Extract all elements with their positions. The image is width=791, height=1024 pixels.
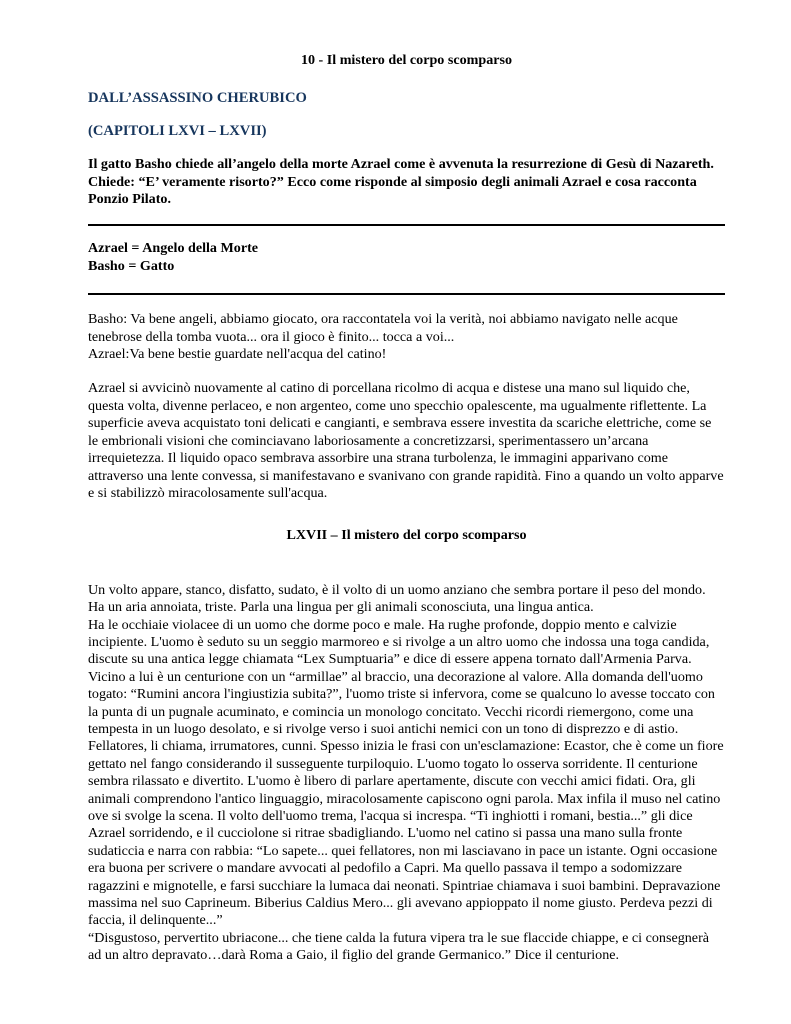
body-line: Un volto appare, stanco, disfatto, sudato, è il volto di un uomo anziano che sembra portare il peso del mondo. Ha un aria annoiata, triste. Parla una lingua per gli animali sconosciuta, una lingua antica. [88,581,706,616]
chapter-body [88,582,725,965]
dialog-line-basho: Basho: Va bene angeli, abbiamo giocato, ora raccontatela voi la verità, noi abbiamo navigato nelle acque tenebrose della tomba vuota... ora il gioco è finito... tocca a voi... [88,311,678,345]
divider-top [88,224,725,226]
dialog-line-azrael: Azrael:Va bene bestie guardate nell'acqua del catino! [88,346,387,363]
dialog-block [88,311,725,363]
chapters-heading: (CAPITOLI LXVI – LXVII) [88,122,267,139]
book-heading: DALL’ASSASSINO CHERUBICO [88,90,307,107]
document-page [88,52,725,965]
body-line: “Disgustoso, pervertito ubriacone... che tiene calda la futura vipera tra le sue flaccide chiappe, e ci consegnerà ad un altro depravato…darà Roma a Gaio, il figlio del grande Germanico.” Dice il centurione. [88,929,710,964]
cast-item-basho: Basho = Gatto [88,257,175,274]
divider-bottom [88,293,725,295]
cast-item-azrael: Azrael = Angelo della Morte [88,240,259,257]
narrative-paragraph: Azrael si avvicinò nuovamente al catino di porcellana ricolmo di acqua e distese una mano sul liquido che, questa volta, divenne perlaceo, e non argenteo, come uno specchio opalescente, ma ugualmente riflettente. La superficie aveva acquistato toni delicati e cangianti, e sembrava essere investita da scariche elettriche, come se le embrionali visioni che cominciavano laboriosamente a concretizzarsi, sperimentassero un’arcana irrequietezza. Il liquido opaco sembrava assorbire una strana turbolenza, le immagini apparivano come attraverso una lente convessa, si manifestavano e svanivano con grande rapidità. Fino a quando un volto apparve e si stabilizzò miracolosamente sull'acqua. [88,380,724,501]
document-title: 10 - Il mistero del corpo scomparso [300,52,513,68]
chapter-subheading: LXVII – Il mistero del corpo scomparso [286,527,527,544]
intro-paragraph: Il gatto Basho chiede all’angelo della morte Azrael come è avvenuta la resurrezione di Gesù di Nazareth. Chiede: “E’ veramente risorto?” Ecco come risponde al simposio degli animali Azrael e cosa racconta Ponzio Pilato. [88,156,714,208]
cast-list [88,240,725,275]
body-line: Ha le occhiaie violacee di un uomo che dorme poco e male. Ha rughe profonde, doppio mento e calvizie incipiente. L'uomo è seduto su un seggio marmoreo e si rivolge a un altro uomo che indossa una toga candida, discute su una antica legge chiamata “Lex Sumptuaria” e dice di essere appena tornato dall'Armenia Parva. Vicino a lui è un centurione con un “armillae” al braccio, una decorazione al valore. Alla domanda dell'uomo togato: “Rumini ancora l'ingiustizia subita?”, l'uomo triste si infervora, come se qualcuno lo avesse toccato con la punta di un pugnale acuminato, e comincia un monologo concitato. Vecchi ricordi riemergono, come una tempesta in un luogo desolato, e si rivolge verso i suoi antichi nemici con un tono di disprezzo e di astio. Fellatores, li chiama, irrumatores, cunni. Spesso inizia le frasi con un'esclamazione: Ecastor, che è come un fiore gettato nel fango considerando il susseguente turpiloquio. L'uomo togato lo osserva sorridente. Il centurione sembra rilassato e divertito. L'uomo è libero di parlare apertamente, discute con vecchi amici fidati. Ora, gli animali comprendono l'antico linguaggio, miracolosamente capiscono ogni parola. Max infila il muso nel catino ove si svolge la scena. Il volto dell'uomo trema, l'acqua si increspa. “Ti inghiotti i romani, bestia...” gli dice Azrael sorridendo, e il cucciolone si ritrae sbadigliando. L'uomo nel catino si passa una mano sulla fronte sudaticcia e narra con rabbia: “Lo sapete... quei fellatores, non mi lasciavano in pace un istante. Ogni occasione era buona per scrivere o mandare avvocati al pedofilo a Capri. Ma quello passava il tempo a sodomizzare ragazzini e mignotelle, e farsi succhiare la lumaca dai neonati. Spintriae chiamava i suoi bambini. Depravazione massima nel suo Caprineum. Biberius Caldius Mero... gli avevano appioppato il nome giusto. Perdeva pezzi di faccia, il delinquente...” [88,616,724,929]
